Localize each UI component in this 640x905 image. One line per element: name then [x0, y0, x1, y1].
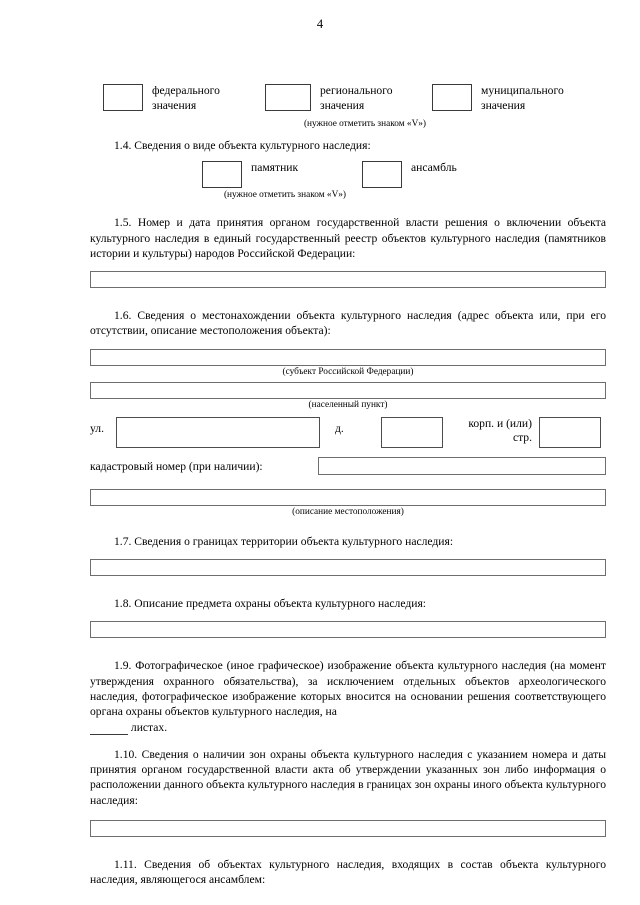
checkbox-ensemble-label: ансамбль — [411, 161, 457, 175]
cadastral-input[interactable] — [318, 457, 606, 475]
checkbox-regional-label — [320, 84, 400, 113]
significance-option-municipal[interactable] — [432, 84, 564, 113]
section-1-9-text-part1: 1.9. Фотографическое (иное графическое) изображение объекта культурного наследия (на момент утверждения охранного обязательства), за исключением отдельных объектов археологического наследия, фотографическое изображение которых вносится на основании решения соответствующего органа охраны объектов культурного наследия, на — [90, 659, 606, 719]
significance-hint: (нужное отметить знаком «V») — [303, 119, 427, 129]
cadastral-row — [90, 457, 606, 483]
checkbox-federal-label-line1: федерального — [152, 84, 220, 97]
section-1-7-heading: 1.7. Сведения о границах территории объекта культурного наследия: — [114, 534, 454, 548]
checkbox-regional-label-line1: регионального — [320, 84, 393, 97]
checkbox-federal-label-line2: значения — [152, 98, 197, 112]
locality-input[interactable] — [90, 382, 606, 399]
subject-of-federation-input[interactable] — [90, 349, 606, 366]
section-1-10-heading: 1.10. Сведения о наличии зон охраны объекта культурного наследия с указанием номера и даты принятия органом государственной власти акта об утверждении указанных зон либо информация о расположении данного объекта культурного наследия в границах зон охраны иного объекта культурного наследия: — [90, 747, 606, 807]
checkbox-municipal-label-line2: значения — [481, 98, 526, 112]
checkbox-ensemble[interactable] — [362, 161, 402, 188]
object-type-option-monument[interactable] — [202, 161, 298, 188]
object-type-hint: (нужное отметить знаком «V») — [223, 190, 347, 201]
location-description-caption: (описание местоположения) — [292, 506, 404, 517]
object-type-option-ensemble[interactable] — [362, 161, 457, 188]
page-number: 4 — [316, 17, 324, 31]
cadastral-label: кадастровый номер (при наличии): — [90, 459, 263, 473]
checkbox-federal-label — [152, 84, 232, 113]
street-input[interactable] — [116, 417, 320, 448]
section-1-5-heading: 1.5. Номер и дата принятия органом государственной власти решения о включении объекта культурного наследия в единый государственный реестр объектов культурного наследия (памятников истории и культуры) народов Российской Федерации: — [90, 216, 606, 260]
house-input[interactable] — [381, 417, 443, 448]
locality-caption: (населенный пункт) — [308, 399, 388, 410]
significance-options-row — [90, 84, 606, 118]
checkbox-municipal-label — [481, 84, 564, 113]
sheet-count-blank[interactable] — [90, 723, 128, 735]
location-description-input[interactable] — [90, 489, 606, 506]
document-content — [90, 84, 606, 888]
building-label-line2: стр. — [512, 431, 532, 445]
section-1-7-input[interactable] — [90, 559, 606, 576]
section-1-8-input[interactable] — [90, 621, 606, 638]
significance-option-regional[interactable] — [265, 84, 400, 113]
house-label: д. — [335, 421, 344, 435]
building-label-line1: корп. и (или) — [468, 416, 532, 430]
checkbox-federal[interactable] — [103, 84, 143, 111]
section-1-10-input[interactable] — [90, 820, 606, 837]
section-1-11-heading: 1.11. Сведения об объектах культурного наследия, входящих в состав объекта культурного наследия, являющегося ансамблем: — [90, 858, 606, 887]
building-label — [454, 417, 532, 446]
checkbox-regional[interactable] — [265, 84, 311, 111]
section-1-5-input[interactable] — [90, 271, 606, 288]
significance-option-federal[interactable] — [103, 84, 232, 113]
section-1-9-text — [90, 658, 606, 734]
checkbox-regional-label-line2: значения — [320, 98, 365, 112]
checkbox-monument[interactable] — [202, 161, 242, 188]
checkbox-municipal[interactable] — [432, 84, 472, 111]
street-label: ул. — [90, 421, 104, 435]
address-row — [90, 417, 606, 451]
checkbox-monument-label: памятник — [251, 161, 299, 175]
section-1-6-heading: 1.6. Сведения о местонахождении объекта культурного наследия (адрес объекта или, при его отсутствии, описание местоположения объекта): — [90, 309, 606, 338]
object-type-options-row — [90, 161, 606, 189]
section-1-8-heading: 1.8. Описание предмета охраны объекта культурного наследия: — [114, 597, 426, 611]
checkbox-municipal-label-line1: муниципального — [481, 84, 564, 97]
subject-of-federation-caption: (субъект Российской Федерации) — [282, 366, 414, 377]
section-1-4-heading: 1.4. Сведения о виде объекта культурного наследия: — [114, 139, 371, 152]
section-1-9-text-part2: листах. — [130, 720, 168, 734]
building-input[interactable] — [539, 417, 601, 448]
